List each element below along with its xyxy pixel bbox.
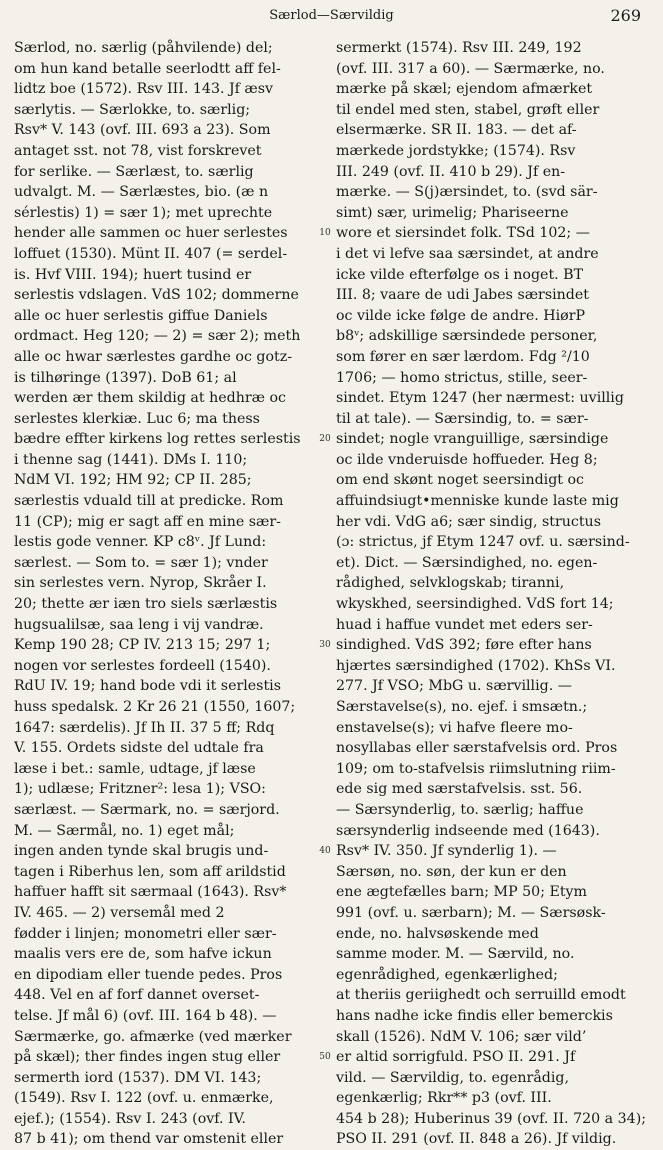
right-column-line: enstavelse(s); vi hafve fleere mo- bbox=[336, 719, 573, 736]
right-column-line: ene ægtefælles barn; MP 50; Etym bbox=[336, 884, 588, 901]
page-number: 269 bbox=[610, 6, 641, 25]
right-column-line: (ɔ: strictus, jf Etym 1247 ovf. u. særsind- bbox=[336, 534, 630, 551]
running-head: Særlod—Særvildig bbox=[269, 8, 394, 23]
right-column-line: — Særsynderlig, to. særlig; haffue bbox=[336, 801, 584, 818]
right-column-line: icke vilde efterfølge os i noget. BT bbox=[336, 266, 584, 283]
left-column-line: werden ær them skildig at hedhræ oc bbox=[14, 390, 286, 407]
right-column-line: som fører en sær lærdom. Fdg ²/10 bbox=[336, 348, 590, 365]
right-column-line: simt) sær, urimelig; Phariseerne bbox=[336, 204, 569, 221]
right-column-line: om end skønt noget seersindigt oc bbox=[336, 472, 584, 489]
right-column-line: Særsøn, no. søn, der kun er den bbox=[336, 863, 567, 880]
right-column-line: oc ilde vnderuisde hoffueder. Heg 8; bbox=[336, 451, 598, 468]
right-column-line: PSO II. 291 (ovf. II. 848 a 26). Jf vildig. bbox=[336, 1131, 617, 1148]
right-column-line: til at tale). — Særsindig, to. = sær- bbox=[336, 410, 589, 427]
line-number: 50 bbox=[319, 1052, 331, 1063]
right-column-line: rådighed, selvklogskab; tiranni, bbox=[336, 575, 565, 592]
right-column-line: b8ᵛ; adskillige særsindede personer, bbox=[336, 328, 598, 345]
right-column-line: skall (1526). NdM V. 106; sær vild’ bbox=[336, 1028, 587, 1045]
right-column-line: et). Dict. — Særsindighed, no. egen- bbox=[336, 554, 598, 571]
right-column-line: ende, no. halvsøskende med bbox=[336, 925, 539, 942]
left-column-line: sérlestis) 1) = sær 1); met uprechte bbox=[14, 204, 273, 221]
left-column-line: NdM VI. 192; HM 92; CP II. 285; bbox=[14, 472, 252, 489]
left-column-line: fødder i linjen; monometri eller sær- bbox=[14, 925, 277, 942]
left-column-line: alle oc huer serlestis giffue Daniels bbox=[14, 307, 268, 324]
right-column-line: III. 8; vaare de udi Jabes særsindet bbox=[336, 287, 589, 304]
left-column-line: lidtz boe (1572). Rsv III. 143. Jf æsv bbox=[14, 81, 274, 98]
right-column-line: nosyllabas eller særstafvelsis ord. Pros bbox=[336, 740, 618, 757]
left-column-line: lestis gode venner. KP c8ᵛ. Jf Lund: bbox=[14, 534, 267, 551]
right-column-line: mærke på skæl; ejendom afmærket bbox=[336, 81, 593, 98]
right-column-line: Rsv* IV. 350. Jf synderlig 1). — bbox=[336, 843, 557, 860]
left-column-line: læse i bet.: samle, udtage, jf læse bbox=[14, 760, 256, 777]
right-column-line: 1706; — homo strictus, stille, seer- bbox=[336, 369, 588, 386]
left-column-line: bædre effter kirkens log rettes serlestis bbox=[14, 431, 301, 448]
line-number: 10 bbox=[319, 228, 331, 239]
right-column-line: vild. — Særvildig, to. egenrådig, bbox=[336, 1069, 570, 1086]
right-column-line: egenkærlig; Rkr** p3 (ovf. III. bbox=[336, 1090, 552, 1107]
line-number: 40 bbox=[319, 846, 331, 857]
right-column-line: III. 249 (ovf. II. 410 b 29). Jf en- bbox=[336, 163, 566, 180]
right-column bbox=[336, 38, 648, 1150]
right-column-line: sindet. Etym 1247 (her nærmest: uvillig bbox=[336, 390, 624, 407]
left-column-line: M. — Særmål, no. 1) eget mål; bbox=[14, 822, 235, 839]
left-column-line: is. Hvf VIII. 194); huert tusind er bbox=[14, 266, 252, 283]
right-column-line: sermerkt (1574). Rsv III. 249, 192 bbox=[336, 40, 582, 56]
right-column-line: wkyskhed, seersindighed. VdS fort 14; bbox=[336, 596, 614, 613]
left-column-line: 20; thette ær iæn tro siels særlæstis bbox=[14, 596, 278, 613]
left-column-line: 1647: særdelis). Jf Ih II. 37 5 ff; Rdq bbox=[14, 719, 275, 736]
right-column-line: at theriis geriighedt och serruilld emodt bbox=[336, 987, 626, 1004]
left-column-line: udvalgt. M. — Særlæstes, bio. (æ n bbox=[14, 184, 269, 201]
right-column-line: 991 (ovf. u. særbarn); M. — Særsøsk- bbox=[336, 904, 606, 921]
right-column-line: til endel med sten, stabel, grøft eller bbox=[336, 101, 600, 118]
left-column-line: 1); udlæse; Fritzner²: lesa 1); VSO: bbox=[14, 781, 266, 798]
right-column-line: mærke. — S(j)ærsindet, to. (svd sär- bbox=[336, 184, 598, 201]
left-column-line: ordmact. Heg 120; — 2) = sær 2); meth bbox=[14, 328, 301, 345]
left-column-line: en dipodiam eller tuende pedes. Pros bbox=[14, 966, 283, 983]
left-column-line: Særlod, no. særlig (påhvilende) del; bbox=[14, 40, 273, 56]
left-column-line: hugsualilsæ, saa leng i vij vandræ. bbox=[14, 616, 264, 633]
left-column-line: IV. 465. — 2) versemål med 2 bbox=[14, 904, 225, 921]
left-column-line: 87 b 41); om thend var omstenit eller bbox=[14, 1131, 284, 1148]
left-column-line: ejef.); (1554). Rsv I. 243 (ovf. IV. bbox=[14, 1110, 246, 1127]
right-column-line: 277. Jf VSO; MbG u. særvillig. — bbox=[336, 678, 572, 695]
right-column-line: i det vi lefve saa særsindet, at andre bbox=[336, 245, 599, 262]
left-column-line: Kemp 190 28; CP IV. 213 15; 297 1; bbox=[14, 637, 271, 654]
left-column-line: hender alle sammen oc huer serlestes bbox=[14, 225, 288, 242]
left-column-line: 448. Vel en af forf dannet overset- bbox=[14, 987, 260, 1004]
left-column-line: særlæst. — Særmark, no. = særjord. bbox=[14, 801, 280, 818]
right-column-line: elsermærke. SR II. 183. — det af- bbox=[336, 122, 577, 139]
left-column-line: (1549). Rsv I. 122 (ovf. u. enmærke, bbox=[14, 1090, 274, 1107]
right-column-line: wore et siersindet folk. TSd 102; — bbox=[336, 225, 590, 242]
right-column-line: ede sig med særstafvelsis. sst. 56. bbox=[336, 781, 583, 798]
left-column-line: 11 (CP); mig er sagt aff en mine sær- bbox=[14, 513, 281, 530]
right-column-line: 454 b 28); Huberinus 39 (ovf. II. 720 a 34); bbox=[336, 1110, 647, 1127]
left-column-line: telse. Jf mål 6) (ovf. III. 164 b 48). — bbox=[14, 1007, 277, 1024]
left-column-line: serlestes klerkiæ. Luc 6; ma thess bbox=[14, 410, 260, 427]
left-column-line: maalis vers ere de, som hafve ickun bbox=[14, 946, 272, 963]
right-column-line: hjærtes særsindighed (1702). KhSs VI. bbox=[336, 657, 616, 674]
left-column-line: på skæl); ther findes ingen stug eller bbox=[14, 1049, 281, 1066]
left-column-line: haffuer hafft sit særmaal (1643). Rsv* bbox=[14, 884, 287, 901]
left-column-line: særlest. — Som to. = sær 1); vnder bbox=[14, 554, 268, 571]
left-column-line: serlestis vdslagen. VdS 102; dommerne bbox=[14, 287, 299, 304]
right-column-line: sindet; nogle vranguillige, særsindige bbox=[336, 431, 609, 448]
right-column-line: huad i haffue vundet met eders ser- bbox=[336, 616, 593, 633]
left-column-line: RdU IV. 19; hand bode vdi it serlestis bbox=[14, 678, 281, 695]
page-header bbox=[0, 6, 663, 28]
left-column-line: is tilhøringe (1397). DoB 61; al bbox=[14, 369, 237, 386]
left-column-line: loffuet (1530). Münt II. 407 (= serdel- bbox=[14, 245, 288, 262]
line-number: 30 bbox=[319, 640, 331, 651]
right-column-line: oc vilde icke følge de andre. HiørP bbox=[336, 307, 586, 324]
left-column-line: alle oc hwar særlestes gardhe oc gotz- bbox=[14, 348, 293, 365]
right-column-line: sindighed. VdS 392; føre efter hans bbox=[336, 637, 592, 654]
right-column-line: særsynderlig indseende med (1643). bbox=[336, 822, 600, 839]
left-column-line: antaget sst. not 78, vist forskrevet bbox=[14, 142, 262, 159]
left-column-line: om hun kand betalle seerlodtt aff fel- bbox=[14, 60, 281, 77]
right-column-line: er altid sorrigfuld. PSO II. 291. Jf bbox=[336, 1049, 576, 1066]
left-column-line: i thenne sag (1441). DMs I. 110; bbox=[14, 451, 248, 468]
left-column-line: ingen anden tynde skal brugis und- bbox=[14, 843, 269, 860]
left-column-line: huss spedalsk. 2 Kr 26 21 (1550, 1607; bbox=[14, 699, 296, 715]
left-column-line: sin serlestes vern. Nyrop, Skråer I. bbox=[14, 575, 267, 592]
right-column-line: samme moder. M. — Særvild, no. bbox=[336, 946, 575, 963]
left-column-line: V. 155. Ordets sidste del udtale fra bbox=[14, 740, 264, 757]
left-column-line: tagen i Riberhus len, som aff arildstid bbox=[14, 863, 286, 880]
left-column-line: for serlike. — Særlæst, to. særlig bbox=[14, 163, 254, 180]
right-column-line: (ovf. III. 317 a 60). — Særmærke, no. bbox=[336, 60, 605, 77]
left-column-line: særlestis vduald till at predicke. Rom bbox=[14, 493, 284, 510]
left-column-line: Særmærke, go. afmærke (ved mærker bbox=[14, 1028, 292, 1045]
right-column-line: hans nadhe icke findis eller bemerckis bbox=[336, 1007, 613, 1024]
left-column-line: Rsv* V. 143 (ovf. III. 693 a 23). Som bbox=[14, 122, 271, 139]
left-column bbox=[14, 38, 314, 1150]
left-column-line: sermerth iord (1537). DM VI. 143; bbox=[14, 1069, 262, 1086]
right-column-line: egenrådighed, egenkærlighed; bbox=[336, 966, 558, 983]
right-column-line: 109; om to-stafvelsis riimslutning riim- bbox=[336, 760, 616, 777]
line-number: 20 bbox=[319, 434, 331, 445]
right-column-line: mærkede jordstykke; (1574). Rsv bbox=[336, 142, 576, 159]
left-column-line: særlytis. — Særlokke, to. særlig; bbox=[14, 101, 251, 118]
left-column-line: nogen vor serlestes fordeell (1540). bbox=[14, 657, 271, 674]
right-column-line: Særstavelse(s), no. ejef. i smsætn.; bbox=[336, 699, 588, 715]
right-column-line: affuindsiugt•menniske kunde laste mig bbox=[336, 493, 619, 510]
right-column-line: her vdi. VdG a6; sær sindig, structus bbox=[336, 513, 601, 530]
